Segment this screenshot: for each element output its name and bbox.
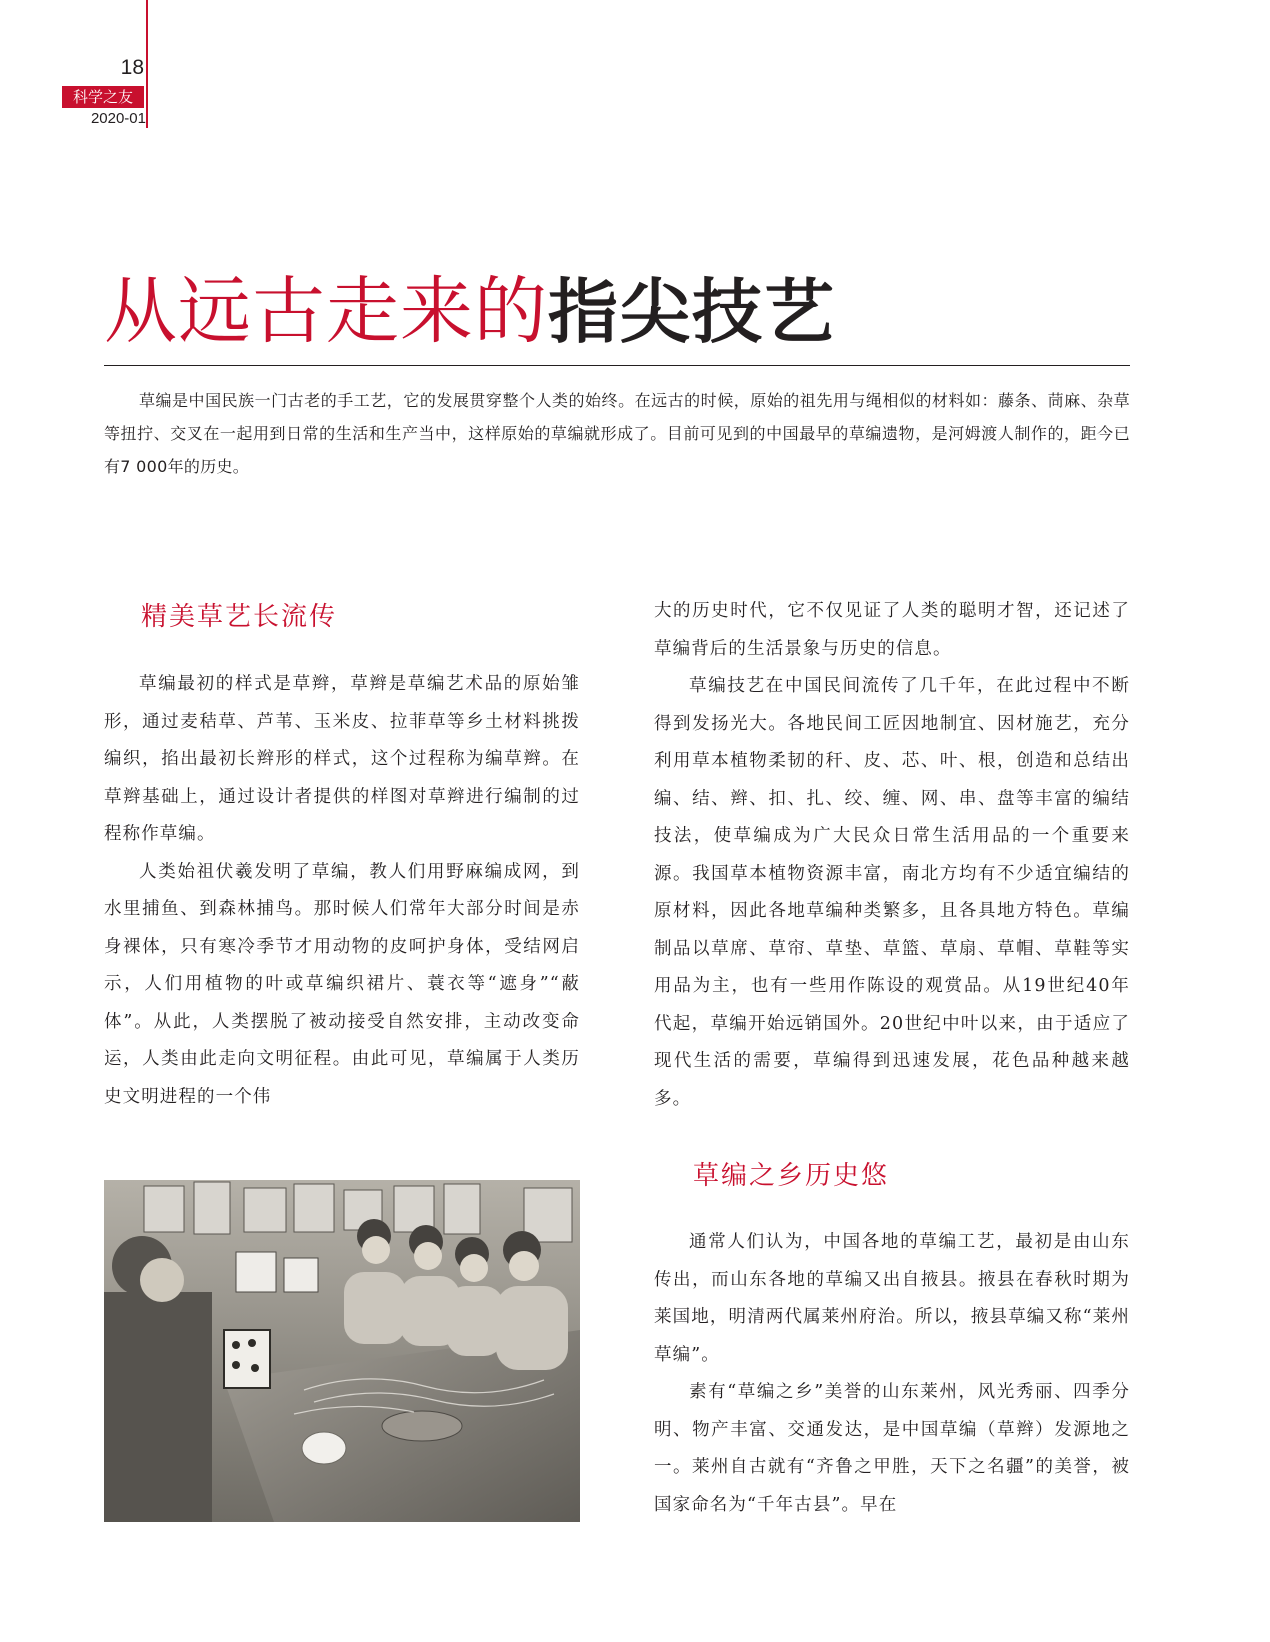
article-title-part2: 指尖技艺	[548, 271, 836, 353]
paragraph-continued: 大的历史时代，它不仅见证了人类的聪明才智，还记述了草编背后的生活景象与历史的信息。	[654, 601, 1130, 659]
article-title-part1: 从远古走来的	[104, 269, 548, 354]
column-left	[104, 666, 580, 1116]
paragraph: 草编最初的样式是草辫，草辫是草编艺术品的原始雏形，通过麦秸草、芦苇、玉米皮、拉菲草等乡土材料挑拨编织，掐出最初长辫形的样式，这个过程称为编草辫。在草辫基础上，通过设计者提供的样图对草辫进行编制的过程称作草编。	[104, 674, 580, 844]
article-title	[104, 252, 836, 357]
photo-illustration	[104, 1180, 580, 1522]
historical-photo-women-weaving	[104, 1180, 580, 1522]
header-divider-line	[146, 0, 148, 128]
article-intro: 草编是中国民族一门古老的手工艺，它的发展贯穿整个人类的始终。在远古的时候，原始的祖先用与绳相似的材料如：藤条、茼麻、杂草等扭拧、交叉在一起用到日常的生活和生产当中，这样原始的草编就形成了。目前可见到的中国最早的草编遗物，是河姆渡人制作的，距今已有7 000年的历史。	[104, 391, 1130, 476]
paragraph: 素有“草编之乡”美誉的山东莱州，风光秀丽、四季分明、物产丰富、交通发达，是中国草编（草辫）发源地之一。莱州自古就有“齐鲁之甲胜，天下之名疆”的美誉，被国家命名为“千年古县”。早在	[654, 1382, 1130, 1515]
section-heading-1: 精美草艺长流传	[141, 602, 338, 632]
paragraph: 草编技艺在中国民间流传了几千年，在此过程中不断得到发扬光大。各地民间工匠因地制宜、因材施艺，充分利用草本植物柔韧的秆、皮、芯、叶、根，创造和总结出编、结、辫、扣、扎、绞、缠、网、串、盘等丰富的编结技法，使草编成为广大民众日常生活用品的一个重要来源。我国草本植物资源丰富，南北方均有不少适宜编结的原材料，因此各地草编种类繁多，且各具地方特色。草编制品以草席、草帘、草垫、草篮、草扇、草帽、草鞋等实用品为主，也有一些用作陈设的观赏品。从19世纪40年代起，草编开始远销国外。20世纪中叶以来，由于适应了现代生活的需要，草编得到迅速发展，花色品种越来越多。	[654, 676, 1130, 1109]
section-heading-2: 草编之乡历史悠	[693, 1161, 890, 1191]
page-number: 18	[120, 56, 144, 79]
paragraph: 人类始祖伏羲发明了草编，教人们用野麻编成网，到水里捕鱼、到森林捕鸟。那时候人们常年大部分时间是赤身裸体，只有寒冷季节才用动物的皮呵护身体，受结网启示，人们用植物的叶或草编织裙片、蓑衣等“遮身”“蔽体”。从此，人类摆脱了被动接受自然安排，主动改变命运，人类由此走向文明征程。由此可见，草编属于人类历史文明进程的一个伟	[104, 861, 580, 1107]
magazine-name-badge: 科学之友	[62, 86, 144, 108]
column-right-bottom	[654, 1224, 1130, 1524]
title-rule	[104, 365, 1130, 366]
paragraph: 通常人们认为，中国各地的草编工艺，最初是由山东传出，而山东各地的草编又出自掖县。掖县在春秋时期为莱国地，明清两代属莱州府治。所以，掖县草编又称“莱州草编”。	[654, 1232, 1130, 1365]
issue-date: 2020-01	[90, 110, 146, 127]
column-right-top	[654, 593, 1130, 1118]
